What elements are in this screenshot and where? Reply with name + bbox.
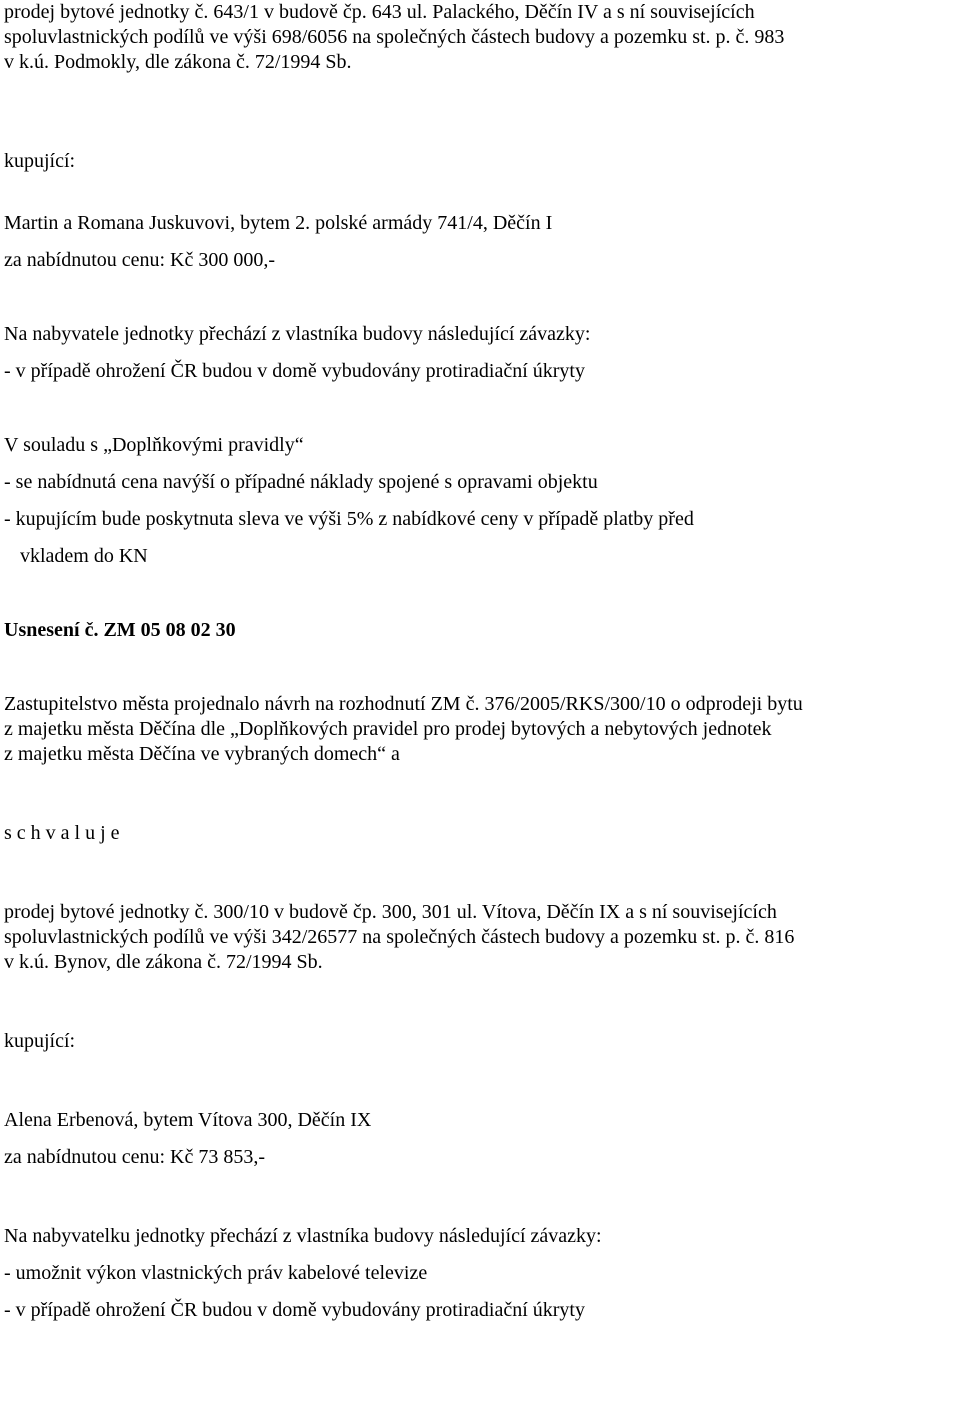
resolution-intro-line: z majetku města Děčína dle „Doplňkových pravidel pro prodej bytových a nebytových jednotek	[4, 718, 772, 740]
obligations-title: Na nabyvatelku jednotky přechází z vlastníka budovy následující závazky:	[4, 1225, 602, 1247]
rule-item: - se nabídnutá cena navýší o případné náklady spojené s opravami objektu	[4, 471, 598, 493]
sale-text-line: v k.ú. Podmokly, dle zákona č. 72/1994 Sb.	[4, 51, 352, 73]
offered-price: za nabídnutou cenu: Kč 73 853,-	[4, 1146, 266, 1168]
sale-text-line: v k.ú. Bynov, dle zákona č. 72/1994 Sb.	[4, 951, 323, 973]
sale-text-line: spoluvlastnických podílů ve výši 698/6056 na společných částech budovy a pozemku st. p. č. 983	[4, 26, 785, 48]
sale-text-line: prodej bytové jednotky č. 643/1 v budově čp. 643 ul. Palackého, Děčín IV a s ní souvisejících	[4, 1, 755, 23]
document-page	[4, 0, 956, 1323]
buyer-label: kupující:	[4, 150, 76, 172]
resolution-intro-line: Zastupitelstvo města projednalo návrh na rozhodnutí ZM č. 376/2005/RKS/300/10 o odprodeji bytu	[4, 693, 803, 715]
obligation-item: - v případě ohrožení ČR budou v domě vybudovány protiradiační úkryty	[4, 360, 585, 382]
buyer-name: Alena Erbenová, bytem Vítova 300, Děčín IX	[4, 1109, 372, 1131]
obligations-title: Na nabyvatele jednotky přechází z vlastníka budovy následující závazky:	[4, 323, 591, 345]
obligation-item: - umožnit výkon vlastnických práv kabelové televize	[4, 1262, 428, 1284]
rules-title: V souladu s „Doplňkovými pravidly“	[4, 434, 304, 456]
resolution-intro-line: z majetku města Děčína ve vybraných domech“ a	[4, 743, 400, 765]
buyer-label: kupující:	[4, 1030, 76, 1052]
approves-heading: s c h v a l u j e	[4, 822, 120, 844]
obligation-item: - v případě ohrožení ČR budou v domě vybudovány protiradiační úkryty	[4, 1299, 585, 1321]
rule-item-continuation: vkladem do KN	[20, 545, 148, 567]
sale-text-line: spoluvlastnických podílů ve výši 342/26577 na společných částech budovy a pozemku st. p. č. 816	[4, 926, 795, 948]
resolution-title: Usnesení č. ZM 05 08 02 30	[4, 619, 236, 641]
rule-item: - kupujícím bude poskytnuta sleva ve výši 5% z nabídkové ceny v případě platby před	[4, 508, 694, 530]
sale-text-line: prodej bytové jednotky č. 300/10 v budově čp. 300, 301 ul. Vítova, Děčín IX a s ní souvisejících	[4, 901, 777, 923]
offered-price: za nabídnutou cenu: Kč 300 000,-	[4, 249, 276, 271]
buyer-name: Martin a Romana Juskuvovi, bytem 2. polské armády 741/4, Děčín I	[4, 212, 553, 234]
